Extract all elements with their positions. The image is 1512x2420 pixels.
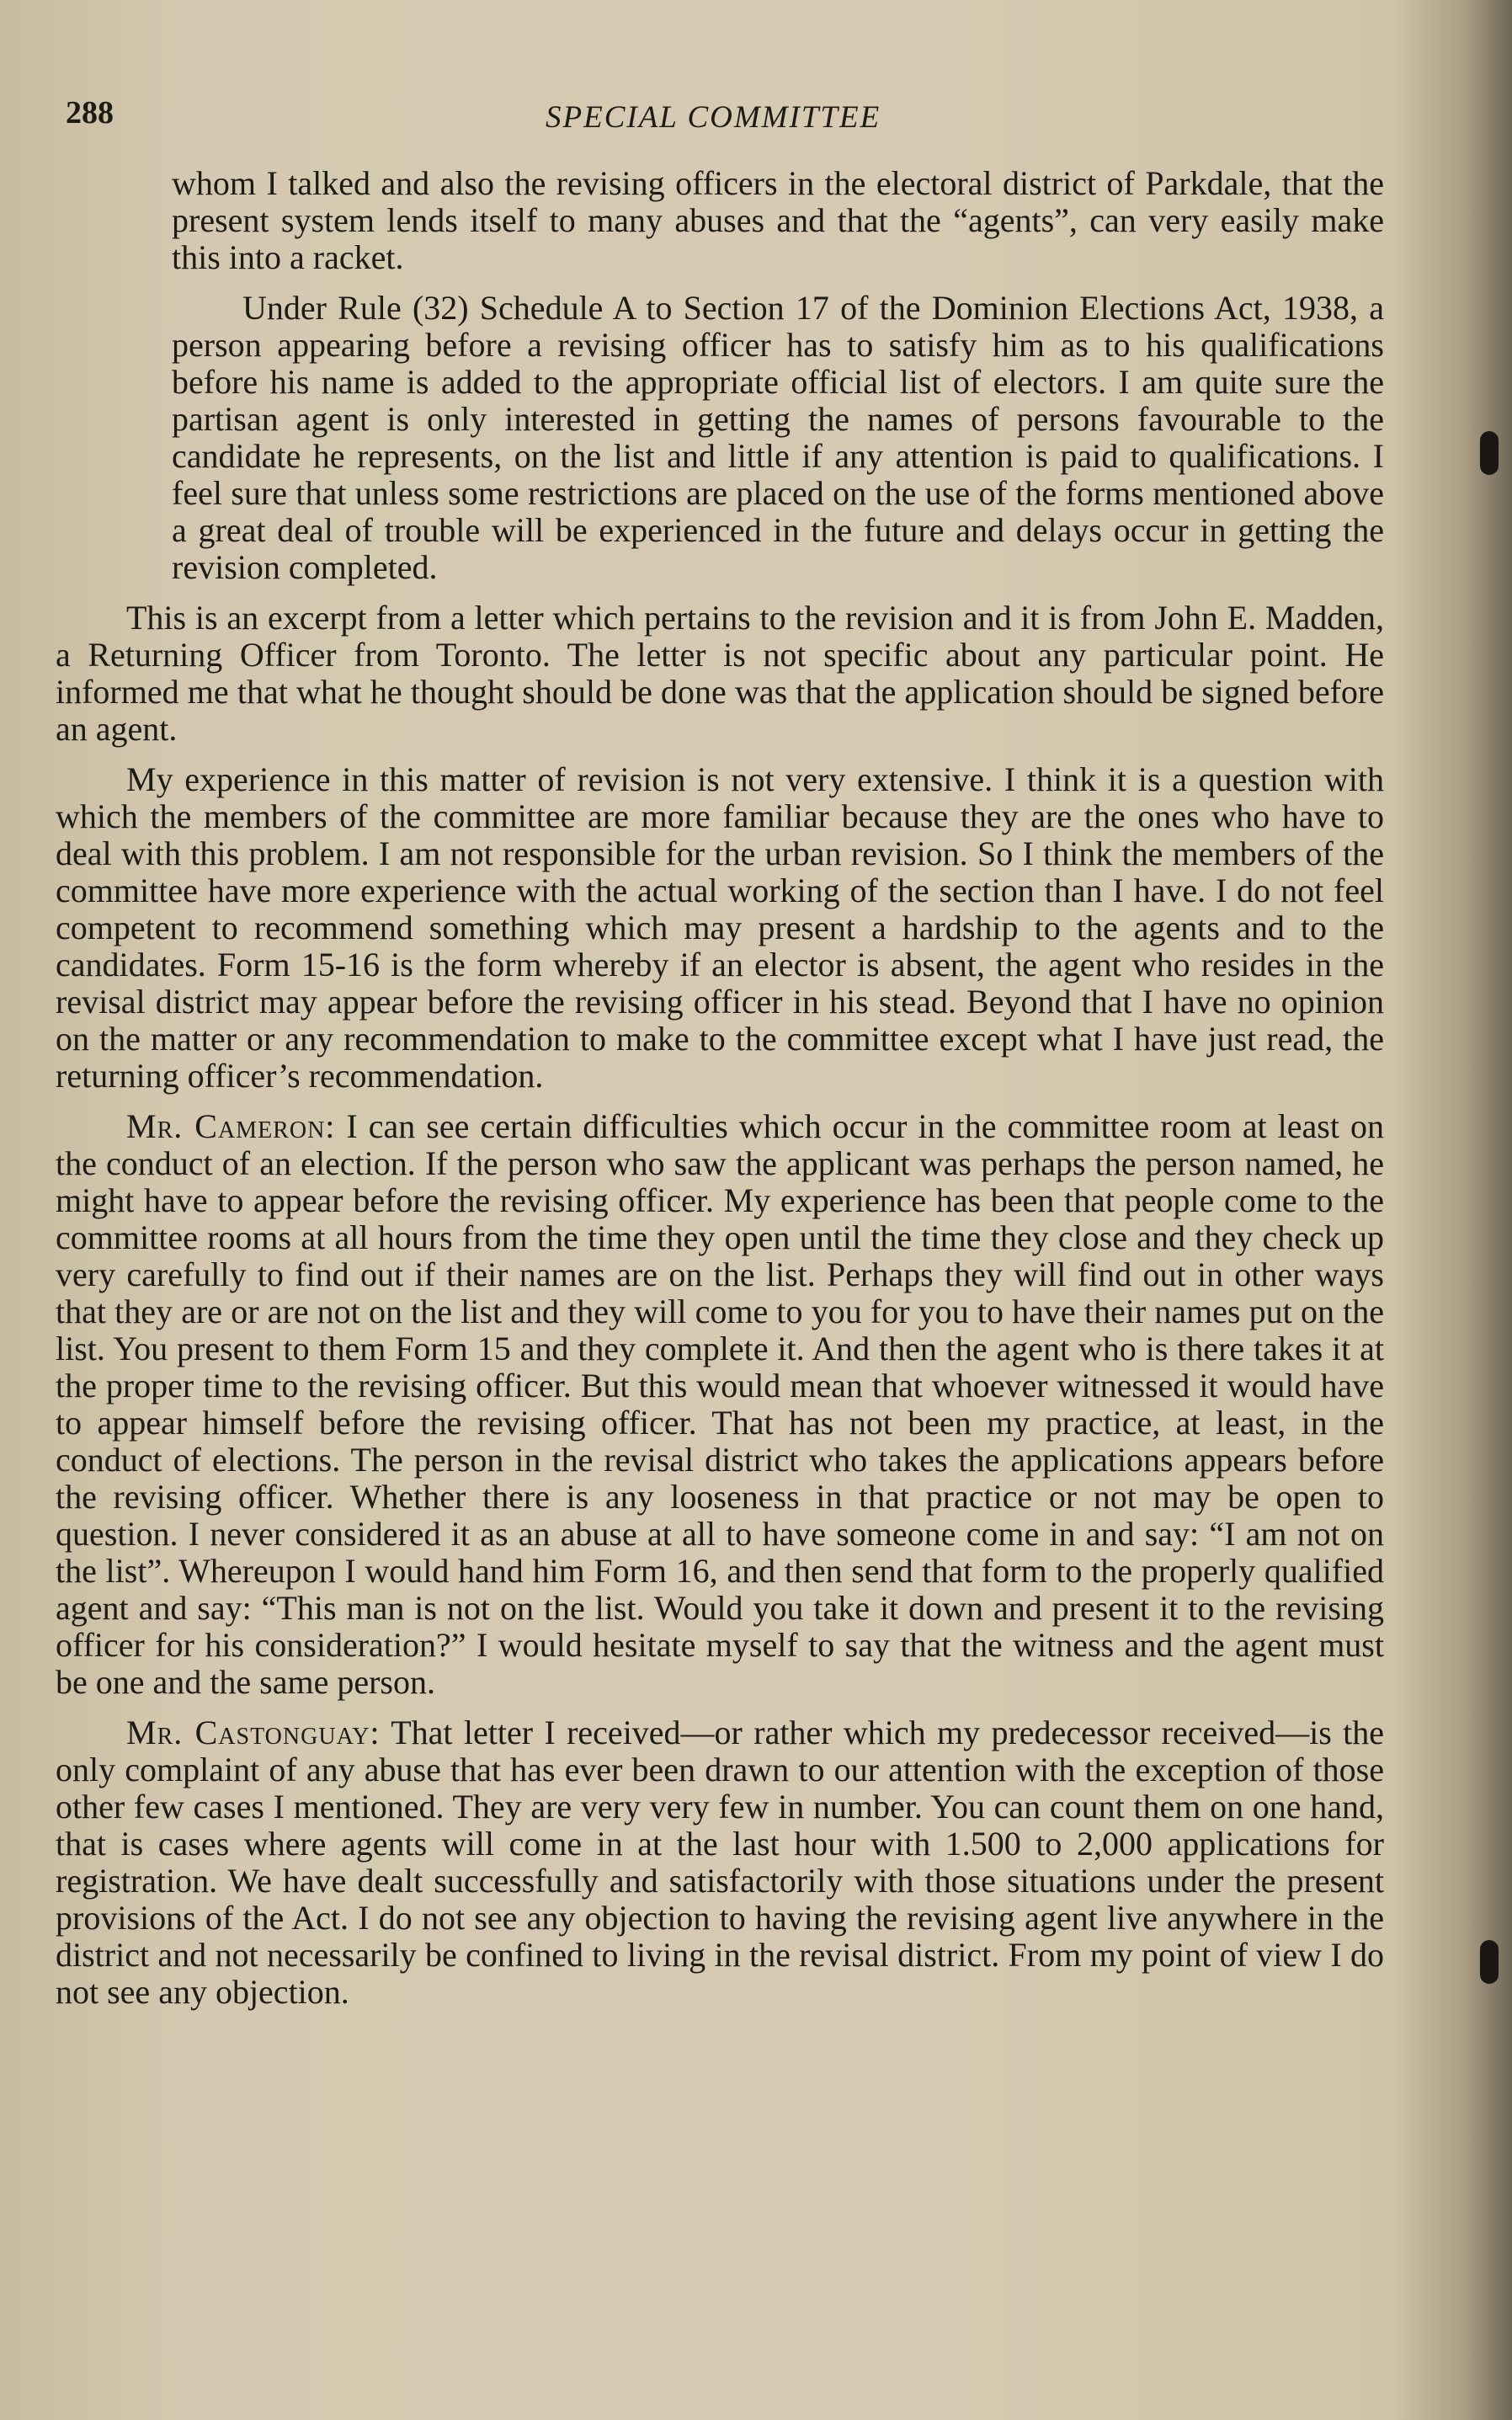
body-text [56,165,1384,2024]
paragraph-text: This is an excerpt from a letter which pertains to the revision and it is from John E. Madden, a Returning Officer from Toronto. The letter is not specific about any particular point. He informed me that what he thought should be done was that the application should be signed before an agent. [56,599,1384,748]
paragraph [56,1108,1384,1701]
paragraph [172,165,1384,276]
paragraph [56,600,1384,748]
paragraph [172,290,1384,586]
paragraph-text: Under Rule (32) Schedule A to Section 17 of the Dominion Elections Act, 1938, a person appearing before a revising officer has to satisfy him as to his qualifications before his name is added to the appropriate official list of electors. I am quite sure the partisan agent is only interested in getting the names of persons favourable to the candidate he represents, on the list and little if any attention is paid to qualifications. I feel sure that unless some restrictions are placed on the use of the forms mentioned above a great deal of trouble will be experienced in the future and delays occur in getting the revision completed. [172,289,1384,586]
page-header [66,94,1512,145]
paragraph [56,761,1384,1095]
paragraph [56,1714,1384,2011]
binding-hole [1480,1940,1499,1984]
running-head: SPECIAL COMMITTEE [546,100,881,135]
paragraph-text: I can see certain difficulties which occur in the committee room at least on the conduct of an election. If the person who saw the applicant was perhaps the person named, he might have to appear before the revising officer. My experience has been that people come to the committee rooms at all hours from the time they open until the time they close and they check up very carefully to find out if their names are on the list. Perhaps they will find out in other ways that they are or are not on the list and they will come to you for you to have their names put on the list. You present to them Form 15 and they complete it. And then the agent who is there takes it at the proper time to the revising officer. But this would mean that whoever witnessed it would have to appear himself before the revising officer. That has not been my practice, at least, in the conduct of elections. The person in the revisal district who takes the applications appears before the revising officer. Whether there is any looseness in that practice or not may be open to question. I never considered it as an abuse at all to have someone come in and say: “I am not on the list”. Whereupon I would hand him Form 16, and then send that form to the properly qualified agent and say: “This man is not on the list. Would you take it down and present it to the revising officer for his consideration?” I would hesitate myself to say that the witness and the agent must be one and the same person. [56,1107,1385,1701]
speaker-name: Mr. Cameron: [126,1107,336,1145]
paragraph-text: That letter I received—or rather which my predecessor received—is the only complaint of any abuse that has ever been drawn to our attention with the exception of those other few cases I mentioned. They are very very few in number. You can count them on one hand, that is cases where agents will come in at the last hour with 1.500 to 2,000 applications for registration. We have dealt successfully and satisfactorily with those situations under the present provisions of the Act. I do not see any objection to having the revising agent live anywhere in the district and not necessarily be confined to living in the revisal district. From my point of view I do not see any objection. [56,1714,1385,2011]
page-number: 288 [66,95,114,131]
paragraph-text: My experience in this matter of revision is not very extensive. I think it is a question with which the members of the committee are more familiar because they are the ones who have to deal with this problem. I am not responsible for the urban revision. So I think the members of the committee have more experience with the actual working of the section than I have. I do not feel competent to recommend something which may present a hardship to the agents and to the candidates. Form 15-16 is the form whereby if an elector is absent, the agent who resides in the revisal district may appear before the revising officer in his stead. Beyond that I have no opinion on the matter or any recommendation to make to the committee except what I have just read, the returning officer’s recommendation. [56,760,1384,1095]
paragraph-text: whom I talked and also the revising officers in the electoral district of Parkdale, that the present system lends itself to many abuses and that the “agents”, can very easily make this into a racket. [172,164,1384,276]
binding-hole [1480,431,1499,475]
speaker-name: Mr. Castonguay: [126,1714,381,1751]
